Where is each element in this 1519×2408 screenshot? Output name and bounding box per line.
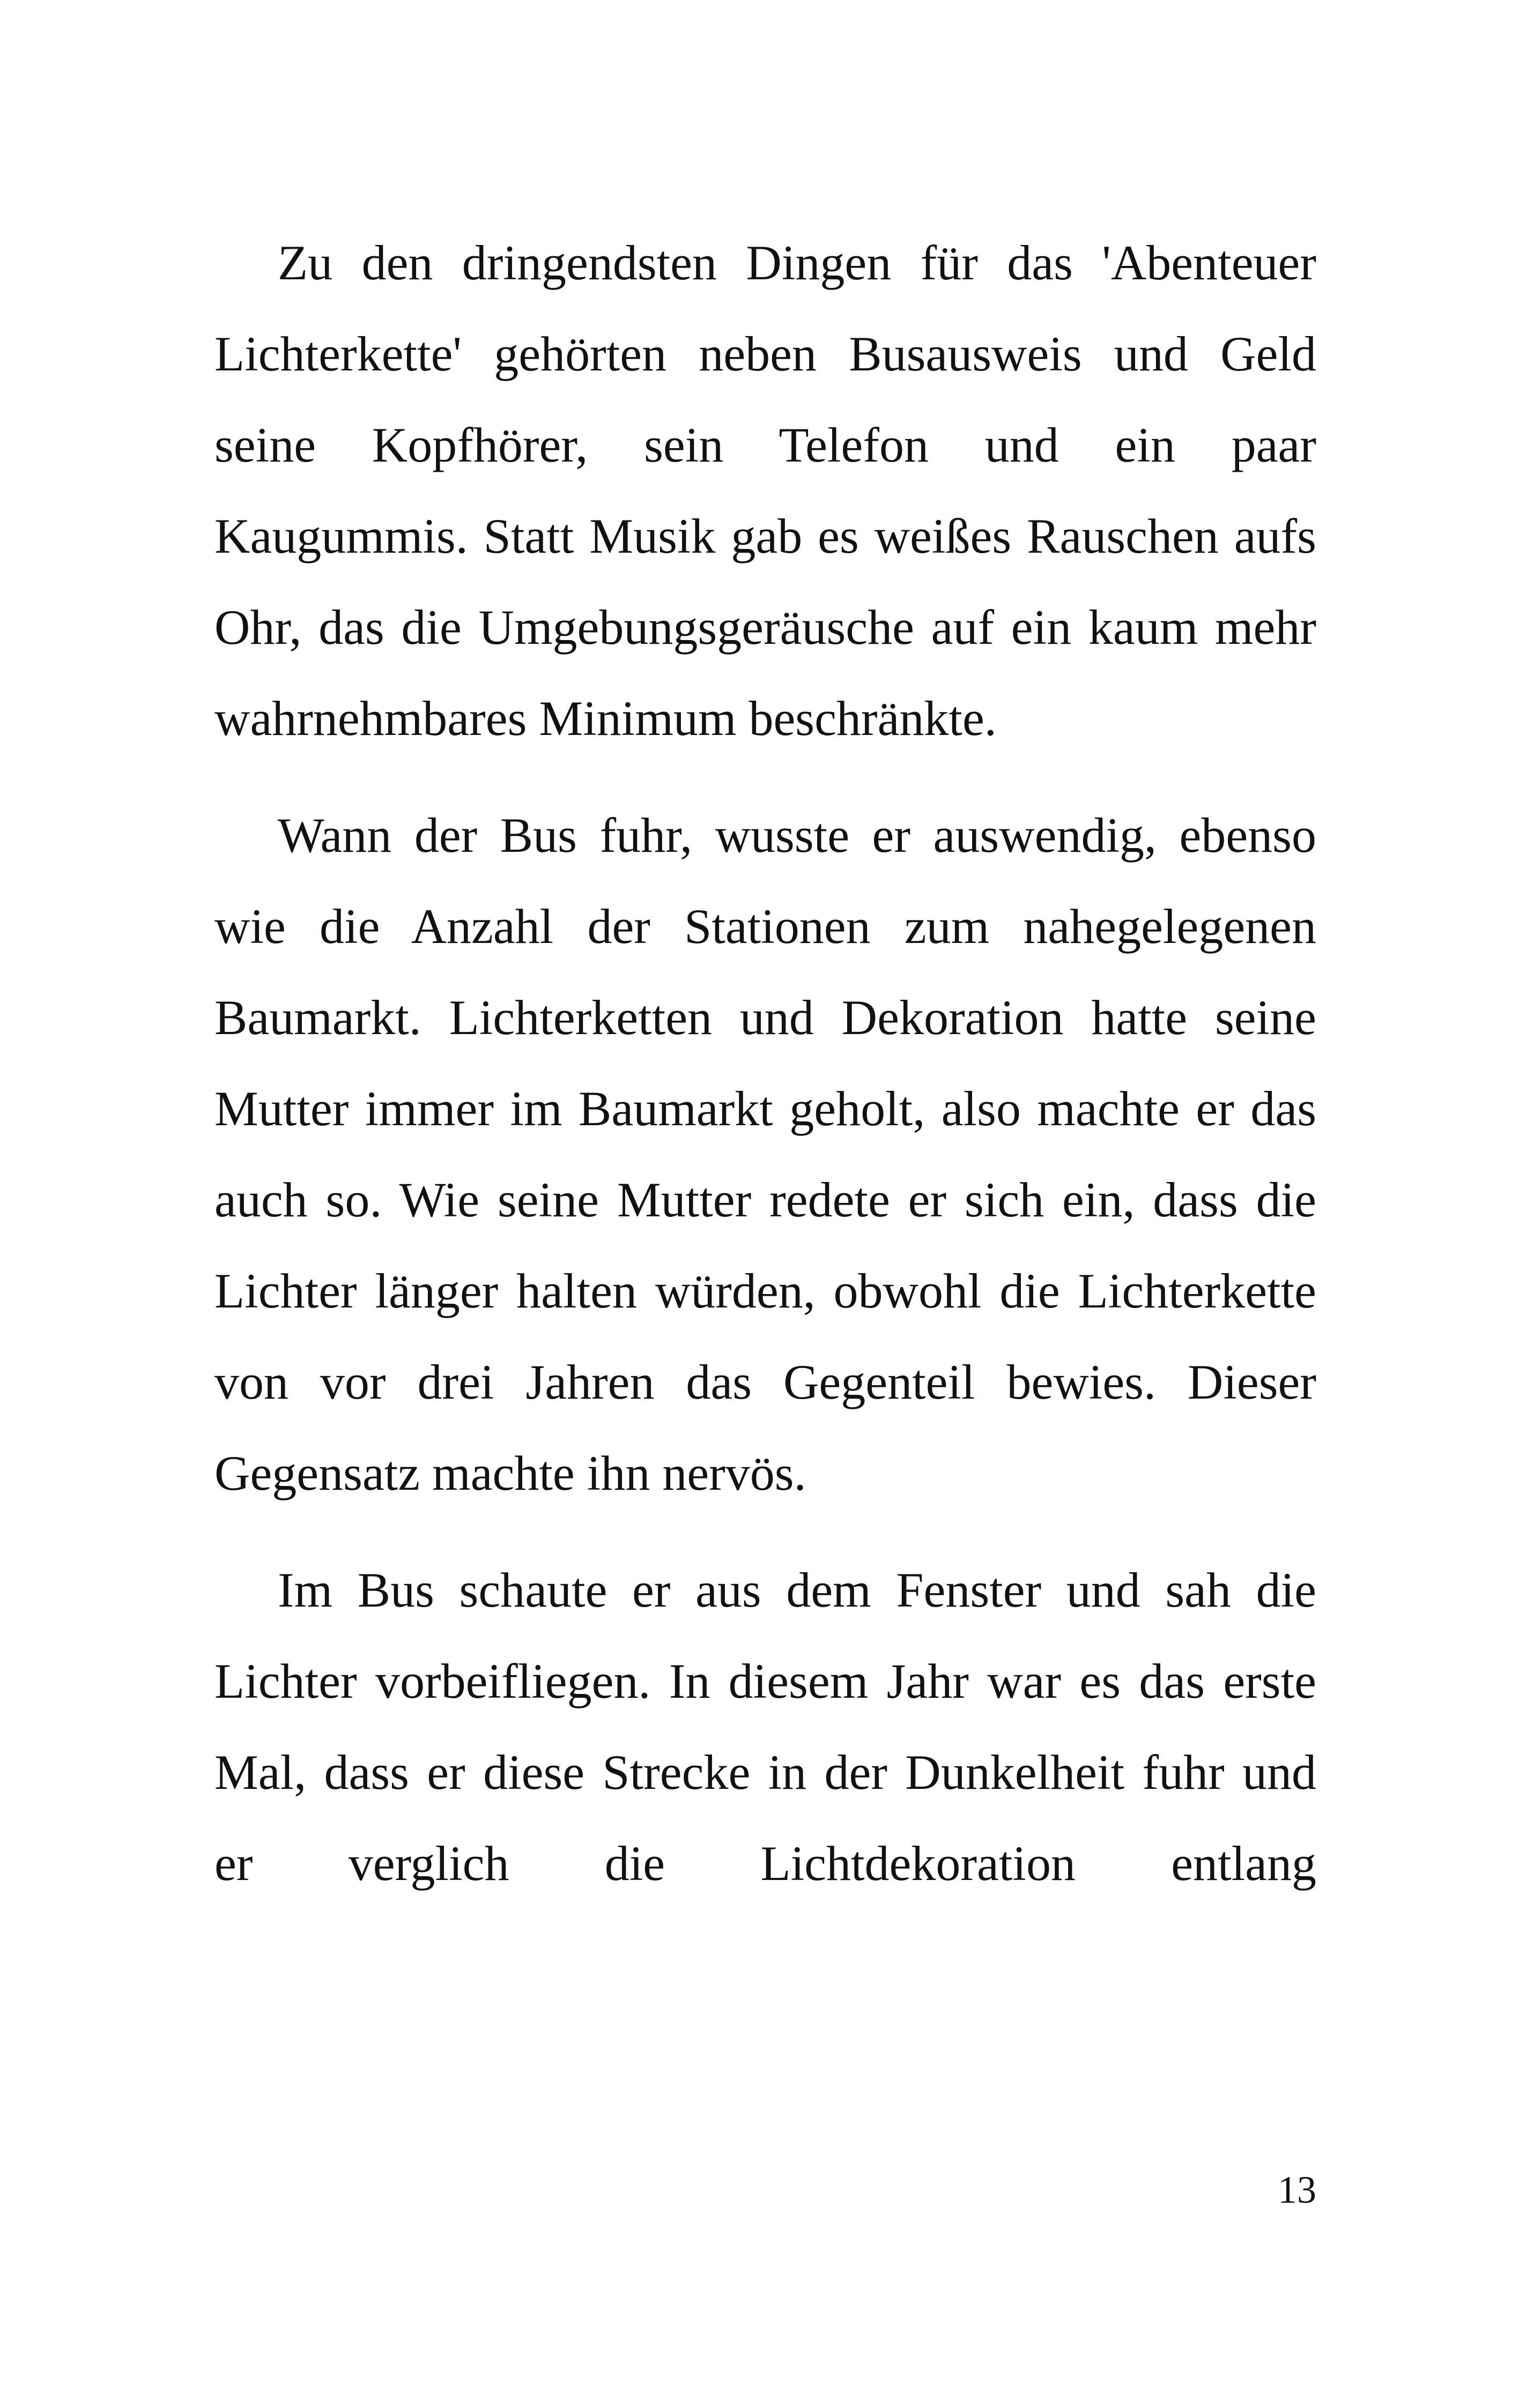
- page-number: 13: [1278, 2168, 1316, 2211]
- paragraph-1: Zu den dringendsten Dingen für das 'Abenteuer Lichterkette' gehörten neben Busausweis und Geld seine Kopfhörer, sein Telefon und ein paar Kaugummis. Statt Musik gab es weißes Rauschen aufs Ohr, das die Umgebungsgeräusche auf ein kaum mehr wahrnehmbares Minimum beschränkte.: [214, 235, 1316, 746]
- paragraph-2: Wann der Bus fuhr, wusste er auswendig, ebenso wie die Anzahl der Stationen zum nahegelegenen Baumarkt. Lichterketten und Dekoration hatte seine Mutter immer im Baumarkt geholt, also machte er das auch so. Wie seine Mutter redete er sich ein, dass die Lichter länger halten würden, obwohl die Lichterkette von vor drei Jahren das Gegenteil bewies. Dieser Gegensatz machte ihn nervös.: [214, 808, 1316, 1500]
- body-text: [214, 217, 1316, 1935]
- paragraph-3: Im Bus schaute er aus dem Fenster und sah die Lichter vorbeifliegen. In diesem Jahr war es das erste Mal, dass er diese Strecke in der Dunkelheit fuhr und er verglich die Lichtdekoration entlang: [214, 1563, 1316, 1891]
